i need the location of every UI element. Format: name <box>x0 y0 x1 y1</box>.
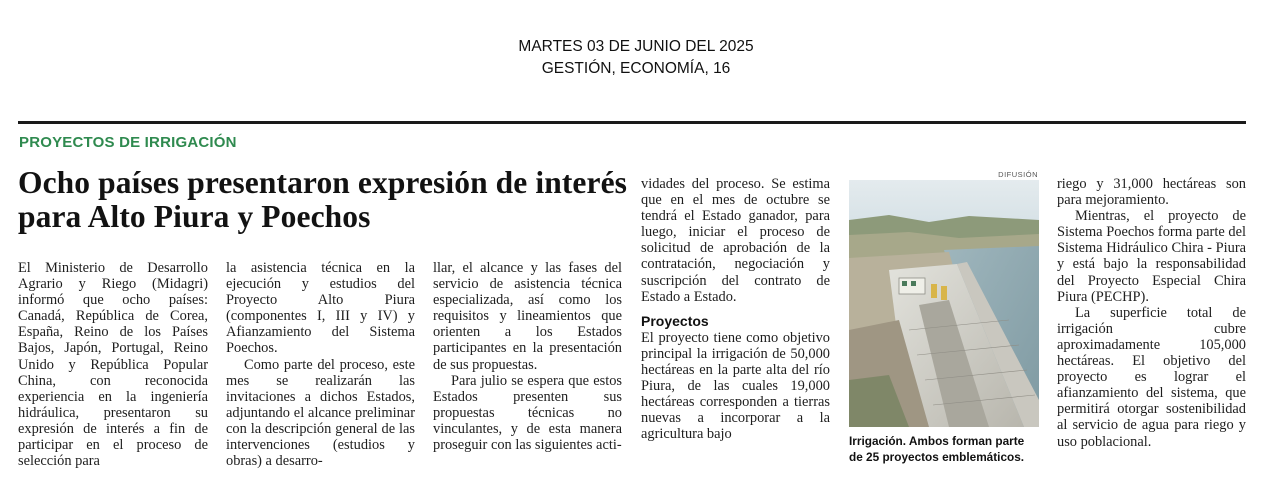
top-rule <box>18 121 1246 124</box>
paragraph: Mientras, el proyecto de Sistema Poechos forma parte del Sistema Hidráulico Chira - Piura y está bajo la responsabilidad del Proyecto Especial Chira Piura (PECHP). <box>1057 208 1246 305</box>
section-label: PROYECTOS DE IRRIGACIÓN <box>19 134 237 151</box>
paragraph: El proyecto tiene como objetivo principal la irrigación de 50,000 hectáreas en la parte alta del río Piura, de las cuales 19,000 hectáreas corresponden a tierras nuevas a incorporar a la agricultura bajo <box>641 329 830 443</box>
paragraph: Como parte del proceso, este mes se realizarán las invitaciones a dichos Estados, adjuntando el alcance preliminar con la descripción general de las intervenciones (estudios y obras) a desarro- <box>226 356 415 470</box>
subheading: Proyectos <box>641 312 709 329</box>
masthead <box>0 36 1272 80</box>
headline: Ocho países presentaron expresión de interés para Alto Piura y Poechos <box>18 165 628 234</box>
paragraph: riego y 31,000 hectáreas son para mejoramiento. <box>1057 176 1246 209</box>
dam-illustration-icon <box>849 180 1039 427</box>
article-column-6 <box>1057 176 1246 450</box>
photo-credit: DIFUSIÓN <box>998 170 1038 179</box>
article-column-2 <box>226 260 415 469</box>
article-column-3 <box>433 260 622 453</box>
paragraph: El Ministerio de Desarrollo Agrario y Riego (Midagri) informó que ocho países: Canadá, República de Corea, España, Reino de los Países Bajos, Japón, Portugal, Reino Unido y República Popular China, con reconocida experiencia en la ingeniería hidráulica, presentaron su expresión de interés a fin de participar en el proceso de selección para <box>18 260 208 470</box>
paragraph: La superficie total de irrigación cubre aproximadamente 105,000 hectáreas. El objetivo del proyecto es lograr el afianzamiento del sistema, que permitirá otorgar sostenibilidad al servicio de agua para riego y uso poblacional. <box>1057 304 1246 450</box>
paragraph: Para julio se espera que estos Estados presenten sus propuestas técnicas no vinculantes, y de esta manera proseguir con las siguientes acti- <box>433 372 622 454</box>
dam-photo <box>849 180 1039 427</box>
paragraph: llar, el alcance y las fases del servicio de asistencia técnica especializada, así como los requisitos y lineamientos que orienten a los Estados participantes en la presentación de sus propuestas. <box>433 260 622 373</box>
photo-caption: Irrigación. Ambos forman parte de 25 proyectos emblemáticos. <box>849 434 1025 464</box>
paragraph: la asistencia técnica en la ejecución y estudios del Proyecto Alto Piura (componentes I, III y IV) y Afianzamiento del Sistema Poechos. <box>226 260 415 357</box>
masthead-date: MARTES 03 DE JUNIO DEL 2025 <box>518 38 754 55</box>
article-column-4 <box>641 176 830 442</box>
article-column-1 <box>18 260 208 469</box>
paragraph: vidades del proceso. Se estima que en el mes de octubre se tendrá el Estado ganador, para luego, iniciar el proceso de solicitud de aprobación de la contratación, negociación y suscripción del contrato de Estado a Estado. <box>641 176 830 305</box>
masthead-edition: GESTIÓN, ECONOMÍA, 16 <box>541 60 731 77</box>
